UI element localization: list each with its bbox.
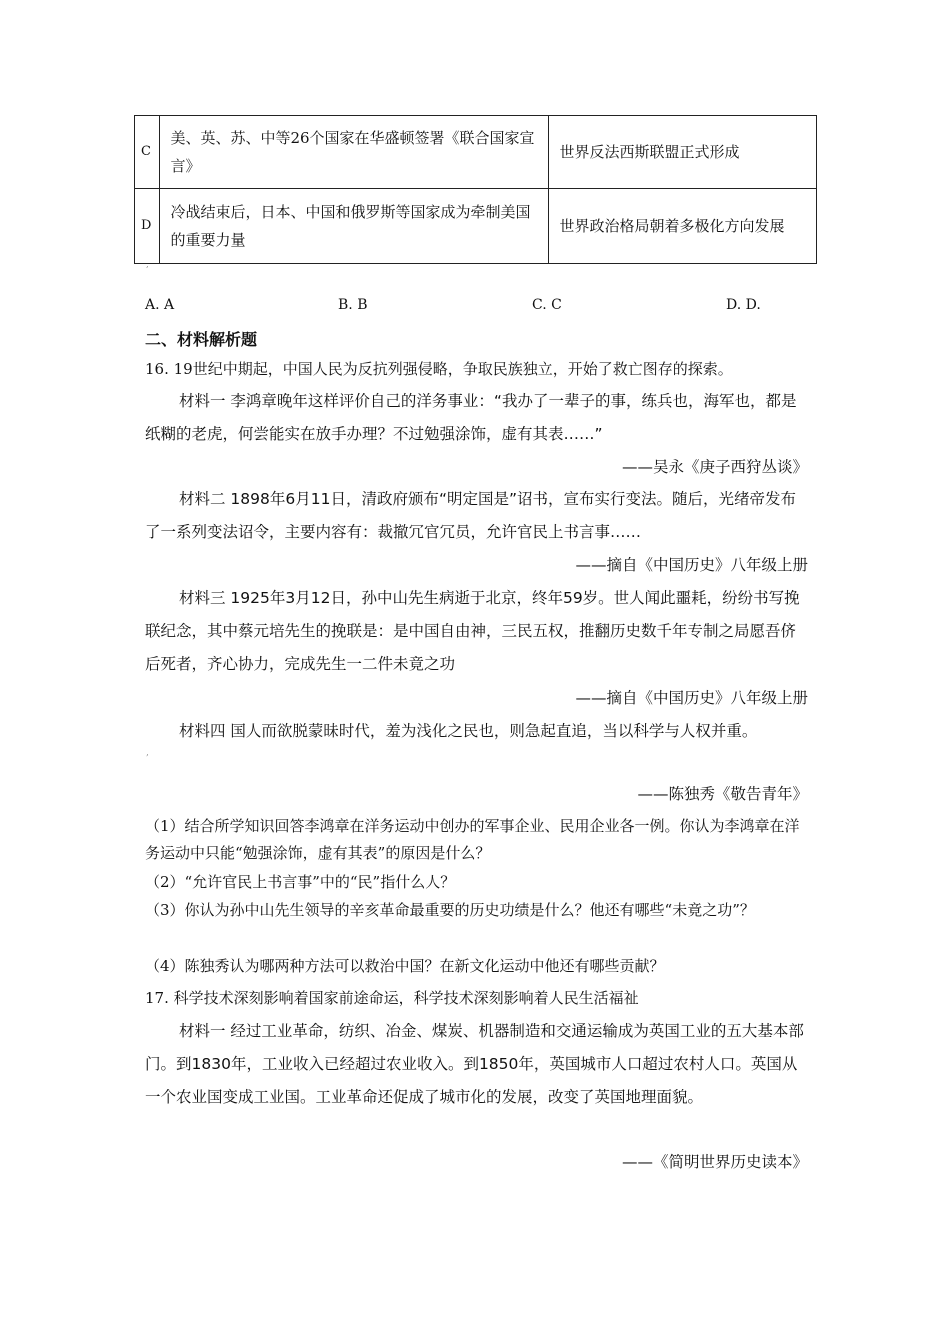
- material-4: 材料四 国人而欲脱蒙昧时代，羞为浅化之民也，则急起直追，当以科学与人权并重。: [179, 722, 758, 740]
- option-event: 美、英、苏、中等26个国家在华盛顿签署《联合国家宣言》: [160, 116, 549, 189]
- option-letter: D: [135, 189, 160, 264]
- material-3-source: ——摘自《中国历史》八年级上册: [575, 689, 808, 707]
- option-letter: C: [135, 116, 160, 189]
- section-title: 二、材料解析题: [145, 330, 258, 349]
- material-4-source: ——陈独秀《敬告青年》: [637, 785, 808, 803]
- sub-question-3: （3）你认为孙中山先生领导的辛亥革命最重要的历史功绩是什么？他还有哪些“未竟之功”？: [145, 901, 755, 919]
- material-2-source: ——摘自《中国历史》八年级上册: [575, 556, 808, 574]
- answer-choice-c: C. C: [532, 297, 562, 313]
- material-1: 材料一 李鸿章晚年这样评价自己的洋务事业：“我办了一辈子的事，练兵也，海军也，都是纸糊的老虎，何尝能实在放手办理？不过勉强涂饰，虚有其表……”: [145, 392, 797, 443]
- sub-question-2: （2）“允许官民上书言事”中的“民”指什么人？: [145, 873, 456, 891]
- material-2: 材料二 1898年6月11日，清政府颁布“明定国是”诏书，宣布实行变法。随后，光绪帝发布了一系列变法诏令，主要内容有：裁撤冗官冗员，允许官民上书言事……: [145, 490, 797, 541]
- material-1-source: ——《简明世界历史读本》: [621, 1153, 808, 1171]
- option-result: 世界反法西斯联盟正式形成: [549, 116, 817, 189]
- sub-question-4: （4）陈独秀认为哪两种方法可以救治中国？在新文化运动中他还有哪些贡献？: [145, 957, 665, 975]
- material-3: 材料三 1925年3月12日，孙中山先生病逝于北京，终年59岁。世人闻此噩耗，纷纷书写挽联纪念，其中蔡元培先生的挽联是：是中国自由神，三民五权，推翻历史数千年专制之局愿吾侪后死者，齐心协力，完成先生一二件未竟之功: [145, 589, 800, 673]
- answer-choice-d: D. D.: [726, 297, 761, 313]
- question-17-stem: 17. 科学技术深刻影响着国家前途命运，科学技术深刻影响着人民生活福祉: [145, 989, 639, 1007]
- table-row: [135, 116, 817, 189]
- material-1-source: ——吴永《庚子西狩丛谈》: [621, 458, 808, 476]
- options-table: [134, 115, 817, 264]
- option-event: 冷战结束后，日本、中国和俄罗斯等国家成为牵制美国的重要力量: [160, 189, 549, 264]
- answer-choices: [145, 297, 825, 319]
- option-result: 世界政治格局朝着多极化方向发展: [549, 189, 817, 264]
- question-16-stem: 16. 19世纪中期起，中国人民为反抗列强侵略，争取民族独立，开始了救亡图存的探索。: [145, 360, 733, 378]
- table-row: [135, 189, 817, 264]
- sub-question-1: （1）结合所学知识回答李鸿章在洋务运动中创办的军事企业、民用企业各一例。你认为李鸿章在洋务运动中只能“勉强涂饰，虚有其表”的原因是什么？: [145, 817, 800, 862]
- answer-choice-b: B. B: [338, 297, 368, 313]
- material-1: 材料一 经过工业革命，纺织、冶金、煤炭、机器制造和交通运输成为英国工业的五大基本部门。到1830年，工业收入已经超过农业收入。到1850年，英国城市人口超过农村人口。英国从一个农业国变成工业国。工业革命还促成了城市化的发展，改变了英国地理面貌。: [145, 1022, 804, 1106]
- paragraph-mark: ‚: [146, 748, 149, 758]
- paragraph-mark: ‚: [146, 260, 149, 269]
- answer-choice-a: A. A: [145, 297, 175, 313]
